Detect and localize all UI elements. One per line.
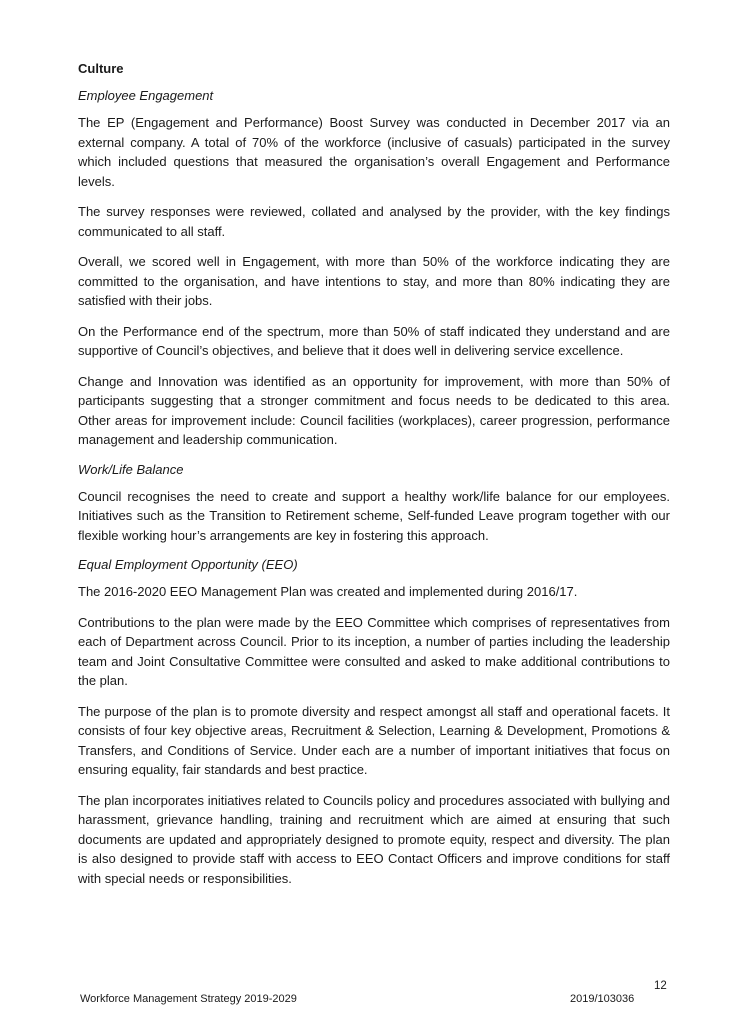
paragraph: The survey responses were reviewed, collated and analysed by the provider, with the key findings communicated to all staff. <box>78 204 670 239</box>
section-heading-culture: Culture <box>78 61 124 76</box>
footer-reference-number: 2019/103036 <box>570 993 635 1005</box>
paragraph: The EP (Engagement and Performance) Boost Survey was conducted in December 2017 via an external company. A total of 70% of the workforce (inclusive of casuals) participated in the survey which included questions that measured the organisation’s overall Engagement and Performance levels. <box>78 115 670 189</box>
paragraph: The plan incorporates initiatives related to Councils policy and procedures associated with bullying and harassment, grievance handling, training and recruitment which are aimed at ensuring that such documents are updated and appropriately designed to promote equity, respect and diversity. The plan is also designed to provide staff with access to EEO Contact Officers and improve conditions for staff with special needs or responsibilities. <box>78 792 670 886</box>
paragraph: Overall, we scored well in Engagement, with more than 50% of the workforce indicating they are committed to the organisation, and have intentions to stay, and more than 80% indicating they are satisfied with their jobs. <box>78 254 670 308</box>
paragraph: On the Performance end of the spectrum, more than 50% of staff indicated they understand and are supportive of Council’s objectives, and believe that it does well in delivering service excellence. <box>78 323 670 358</box>
subheading-employee-engagement: Employee Engagement <box>78 88 214 103</box>
paragraph: Contributions to the plan were made by the EEO Committee which comprises of representatives from each of Department across Council. Prior to its inception, a number of parties including the leadership team and Joint Consultative Committee were consulted and asked to make additional contributions to the plan. <box>78 614 670 688</box>
paragraph: Change and Innovation was identified as an opportunity for improvement, with more than 50% of participants suggesting that a stronger commitment and focus needs to be dedicated to this area. Other areas for improvement include: Council facilities (workplaces), career progression, performance management and leadership communication. <box>78 373 670 447</box>
paragraph: The 2016-2020 EEO Management Plan was created and implemented during 2016/17. <box>78 584 578 599</box>
footer-document-title: Workforce Management Strategy 2019-2029 <box>80 993 297 1005</box>
paragraph: The purpose of the plan is to promote diversity and respect amongst all staff and operational facets. It consists of four key objective areas, Recruitment & Selection, Learning & Development, Promotions & Transfers, and Conditions of Service. Under each are a number of important initiatives that focus on ensuring equality, fair standards and best practice. <box>78 703 670 777</box>
page-number: 12 <box>654 980 667 992</box>
document-page <box>78 60 670 899</box>
paragraph: Council recognises the need to create and support a healthy work/life balance for our employees. Initiatives such as the Transition to Retirement scheme, Self-funded Leave program together with our flexible working hour’s arrangements are key in fostering this approach. <box>78 488 670 543</box>
subheading-eeo: Equal Employment Opportunity (EEO) <box>78 557 298 572</box>
subheading-work-life-balance: Work/Life Balance <box>78 461 184 477</box>
